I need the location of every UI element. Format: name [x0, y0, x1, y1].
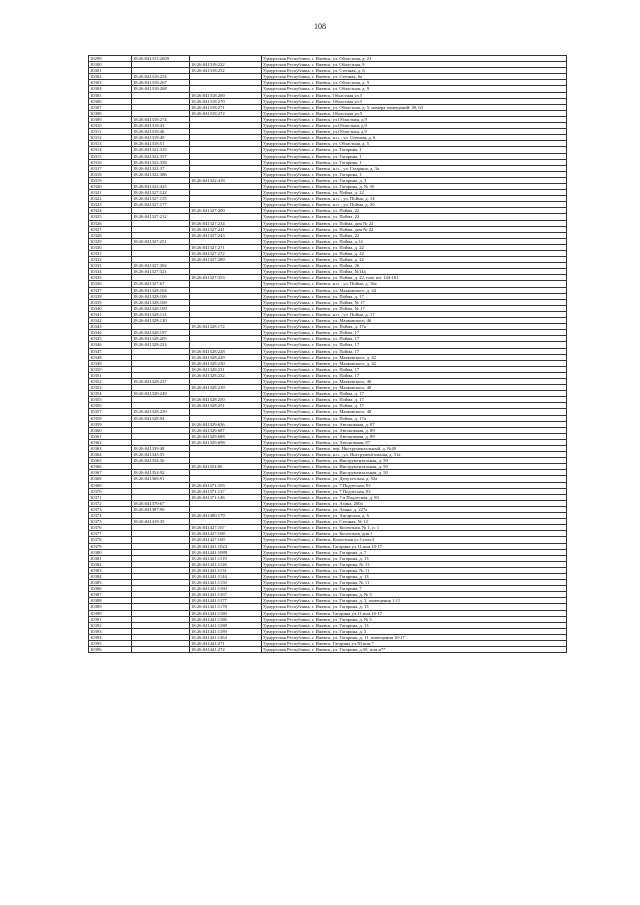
address-cell: Удмуртская Республика, г. Ижевск, ул. 7 Подлесная, 83 [262, 482, 567, 488]
row-number-cell: 10323 [89, 202, 132, 208]
address-cell: Удмуртская Республика, г. Ижевск, н.п. , ул. Пойма, д. 14 [262, 196, 567, 202]
address-cell: Удмуртская Республика, г. Ижевск, ул. Пойма, д. 22 [262, 190, 567, 196]
building-cadastral-cell: 18:26:041354:92 [132, 470, 190, 476]
premises-cadastral-cell: 18:26:041329:698 [190, 439, 262, 445]
row-number-cell: 10394 [89, 634, 132, 640]
premises-cadastral-cell: 18:26:041318:222 [190, 62, 262, 68]
address-cell: Удмуртская Республика, г. Ижевск, ул. Автономная, д. 89 [262, 433, 567, 439]
building-cadastral-cell: 18:26:041318:49 [132, 135, 190, 141]
building-cadastral-cell: 18:26:041328:114 [132, 311, 190, 317]
premises-cadastral-cell: 18:26:041441:1126 [190, 561, 262, 567]
premises-cadastral-cell: 18:26:041371:103 [190, 482, 262, 488]
building-cadastral-cell: 18:26:041318:268 [132, 86, 190, 92]
row-number-cell: 10372 [89, 500, 132, 506]
premises-cadastral-cell: 18:26:041329:687 [190, 427, 262, 433]
row-number-cell: 10357 [89, 409, 132, 415]
row-number-cell: 10328 [89, 232, 132, 238]
address-cell: Удмуртская Республика, г. Ижевск, Областная ул.5 [262, 98, 567, 104]
row-number-cell: 10389 [89, 604, 132, 610]
row-number-cell: 10329 [89, 238, 132, 244]
row-number-cell: 10354 [89, 391, 132, 397]
building-cadastral-cell: 18:26:041322:37 [132, 165, 190, 171]
building-cadastral-cell: 18:26:041315:2609 [132, 56, 190, 62]
address-cell: Удмуртская Республика, г. Ижевск, н.п. , ул. Пойма, д. 16а [262, 281, 567, 287]
row-number-cell: 10338 [89, 293, 132, 299]
address-cell: Удмуртская Республика, г. Ижевск, ул. Гагарина, д. 13 [262, 555, 567, 561]
premises-cadastral-cell: 18:26:041328:172 [190, 324, 262, 330]
building-cadastral-cell: 18:26:041387:90 [132, 506, 190, 512]
row-number-cell: 10375 [89, 519, 132, 525]
row-number-cell: 10370 [89, 488, 132, 494]
address-cell: Удмуртская Республика, г. Ижевск, ул. Гагарина, 1 [262, 153, 567, 159]
address-cell: Удмуртская Республика, г. Ижевск, ул. Пойма, д. 22, пом. нп. 144-161 [262, 275, 567, 281]
premises-cadastral-cell: 18:26:041441:1119 [190, 555, 262, 561]
address-cell: Удмуртская Республика, г. Ижевск, ул. Маяковского, 48 [262, 409, 567, 415]
address-cell: Удмуртская Республика, г. Ижевск, ул. Пойма, д. 17 [262, 391, 567, 397]
building-cadastral-cell: 18:26:041327:251 [132, 238, 190, 244]
premises-cadastral-cell: 18:26:041427:169 [190, 537, 262, 543]
address-cell: Удмуртская Республика, г. Ижевск, ул. Автономная, д. 89 [262, 427, 567, 433]
row-number-cell: 10335 [89, 275, 132, 281]
row-number-cell: 10378 [89, 537, 132, 543]
address-cell: Удмуртская Республика, г. Ижевск, ул. Маяковского, д. 44 [262, 287, 567, 293]
row-number-cell: 10342 [89, 318, 132, 324]
row-number-cell: 10308 [89, 110, 132, 116]
row-number-cell: 10343 [89, 324, 132, 330]
premises-cadastral-cell: 18:26:041322:418 [190, 177, 262, 183]
premises-cadastral-cell: 18:26:041318:270 [190, 98, 262, 104]
row-number-cell: 10346 [89, 342, 132, 348]
address-cell: Удмуртская Республика, г. Ижевск, ул. Областная, д. 5, номера помещений: 49, 63 [262, 104, 567, 110]
row-number-cell: 10304 [89, 86, 132, 92]
row-number-cell: 10356 [89, 403, 132, 409]
address-cell: Удмуртская Республика, г. Ижевск, ул. Гагарина, д. 7 [262, 549, 567, 555]
premises-cadastral-cell: 18:26:041441:1178 [190, 604, 262, 610]
row-number-cell: 10306 [89, 98, 132, 104]
address-cell: Удмуртская Республика, г. Ижевск, ул. Пойма, 17 [262, 366, 567, 372]
row-number-cell: 10349 [89, 360, 132, 366]
address-cell: Удмуртская Республика, г. Ижевск, ул. Гагарина, д. 3 [262, 177, 567, 183]
address-cell: Удмуртская Республика, г. Ижевск, ул. Пойма, д. 22 [262, 251, 567, 257]
building-cadastral-cell: 18:26:041328:259 [132, 409, 190, 415]
premises-cadastral-cell: 18:26:041328:231 [190, 366, 262, 372]
row-number-cell: 10302 [89, 74, 132, 80]
row-number-cell: 10371 [89, 494, 132, 500]
premises-cadastral-cell: 18:26:041329:636 [190, 421, 262, 427]
address-cell: Удмуртская Республика, г. Ижевск, ул. Гагарина, № 11 [262, 567, 567, 573]
address-cell: Удмуртская Республика, г. Ижевск, ул. Областная, 9 [262, 62, 567, 68]
row-number-cell: 10385 [89, 580, 132, 586]
row-number-cell: 10364 [89, 452, 132, 458]
address-cell: Удмуртская Республика, г. Ижевск, ул. Гагарина, д.50, пом.н** [262, 647, 567, 653]
building-cadastral-cell: 18:26:041327:177 [132, 202, 190, 208]
address-cell: Удмуртская Республика, г. Ижевск, ул. Пойма, № 17 [262, 305, 567, 311]
row-number-cell: 10362 [89, 439, 132, 445]
address-cell: Удмуртская Республика, г. Ижевск, Областная ул.5 [262, 110, 567, 116]
address-cell: Удмуртская Республика, г. Ижевск, Кооеотная ул.1,пом.3 [262, 537, 567, 543]
address-cell: Удмуртская Республика, г. Ижевск, ул. Кооеотная, дом 1 [262, 531, 567, 537]
building-cadastral-cell: 18:26:041328:224 [132, 342, 190, 348]
address-cell: Удмуртская Республика, г. Ижевск, ул. 7-я Подлесная, д. 83 [262, 494, 567, 500]
row-number-cell: 10325 [89, 214, 132, 220]
row-number-cell: 10333 [89, 263, 132, 269]
row-number-cell: 10314 [89, 147, 132, 153]
address-cell: Удмуртская Республика, г. Ижевск, ул. Инструментальная, д. 50 [262, 470, 567, 476]
row-number-cell: 10358 [89, 415, 132, 421]
row-number-cell: 10344 [89, 330, 132, 336]
row-number-cell: 10301 [89, 68, 132, 74]
row-number-cell: 10395 [89, 641, 132, 647]
address-cell: Удмуртская Республика, г. Ижевск, ул. Гагарина, д. 11, помещения 10-17 [262, 634, 567, 640]
row-number-cell: 10392 [89, 622, 132, 628]
building-cadastral-cell: 18:26:041327:212 [132, 214, 190, 220]
premises-cadastral-cell: 18:26:041327:234 [190, 220, 262, 226]
building-cadastral-cell: 18:26:041327:122 [132, 190, 190, 196]
building-cadastral-cell: 18:26:041322:425 [132, 183, 190, 189]
building-cadastral-cell: 18:26:041318:46 [132, 129, 190, 135]
address-cell: Удмуртская Республика, г. Ижевск, ул. Маяковского, д. 42 [262, 354, 567, 360]
page-number: 108 [314, 22, 326, 31]
building-cadastral-cell: 18:26:041322:335 [132, 147, 190, 153]
address-cell: Удмуртская Республика, г. Ижевск, ул. Пойма, дом № 22 [262, 220, 567, 226]
row-number-cell: 10341 [89, 311, 132, 317]
address-cell: Удмуртская Республика, г. Ижевск, ул. Пойма, № 17 [262, 299, 567, 305]
building-cadastral-cell: 18:26:041327:155 [132, 196, 190, 202]
address-cell: Удмуртская Республика, г. Ижевск, ул. Ангарская, д. 6 [262, 513, 567, 519]
building-cadastral-cell: 18:26:041328:205 [132, 336, 190, 342]
address-cell: Удмуртская Республика, г. Ижевск, ул. Гагарина, д. № 5 [262, 616, 567, 622]
row-number-cell: 10359 [89, 421, 132, 427]
row-number-cell: 10360 [89, 427, 132, 433]
row-number-cell: 10318 [89, 171, 132, 177]
premises-cadastral-cell: 18:26:041327:243 [190, 232, 262, 238]
row-number-cell: 10390 [89, 610, 132, 616]
row-number-cell: 10330 [89, 244, 132, 250]
row-number-cell: 10367 [89, 470, 132, 476]
address-cell: Удмуртская Республика, г. Ижевск, ул. Автономная, д. 87 [262, 421, 567, 427]
address-cell: Удмуртская Республика, г. Ижевск, н.п. , ул. Гагарина, д. 3а [262, 165, 567, 171]
address-cell: Удмуртская Республика, г. Ижевск, ул. Пойма, д. 17а [262, 324, 567, 330]
building-cadastral-cell: 18:26:041379:67 [132, 500, 190, 506]
row-number-cell: 10316 [89, 159, 132, 165]
row-number-cell: 10380 [89, 549, 132, 555]
premises-cadastral-cell: 18:26:041441:1160 [190, 586, 262, 592]
address-cell: Удмуртская Республика, г. Ижевск, ул. Инструментальная, д. 50 [262, 464, 567, 470]
address-cell: Удмуртская Республика, г. Ижевск, ул. Степная, № 12 [262, 519, 567, 525]
building-cadastral-cell: 18:26:041328:197 [132, 330, 190, 336]
building-cadastral-cell: 18:26:041354:36 [132, 458, 190, 464]
address-cell: Удмуртская Республика, г. Ижевск, ул. Гагарина, 1 [262, 159, 567, 165]
premises-cadastral-cell: 18:26:041328:250 [190, 397, 262, 403]
address-cell: Удмуртская Республика, г. Ижевск, ул. Гагарина, д. 5 [262, 628, 567, 634]
row-number-cell: 10340 [89, 305, 132, 311]
row-number-cell: 10345 [89, 336, 132, 342]
address-cell: Удмуртская Республика, г. Ижевск, ул. Пойма, 17 [262, 330, 567, 336]
address-cell: Удмуртская Республика, г. Ижевск, ул.Областная, д.9 [262, 129, 567, 135]
address-cell: Удмуртская Республика, г. Ижевск, ул. Маяковского, д. 42 [262, 360, 567, 366]
building-cadastral-cell: 18:26:041327:304 [132, 263, 190, 269]
row-number-cell: 10303 [89, 80, 132, 86]
address-cell: Удмуртская Республика, г. Ижевск, ул. Степная, д. 6 [262, 68, 567, 74]
row-number-cell: 10326 [89, 220, 132, 226]
address-cell: Удмуртская Республика, г. Ижевск, ул. Гагарина, 1 [262, 171, 567, 177]
row-number-cell: 10386 [89, 586, 132, 592]
address-cell: Удмуртская Республика, г. Ижевск, ул. Пойма, д. 17 [262, 293, 567, 299]
row-number-cell: 10387 [89, 592, 132, 598]
premises-cadastral-cell: 18:26:041328:229 [190, 354, 262, 360]
address-cell: Удмуртская Республика, г. Ижевск, ул. Областная, д. 9 [262, 86, 567, 92]
building-cadastral-cell: 18:26:041318:43 [132, 123, 190, 129]
row-number-cell: 10353 [89, 385, 132, 391]
address-cell: Удмуртская Республика, г. Ижевск, ул. Гагарина, № 11 [262, 580, 567, 586]
premises-cadastral-cell: 18:26:041427:168 [190, 531, 262, 537]
address-cell: Удмуртская Республика, г. Ижевск, ул. Пойма, д. 17 [262, 403, 567, 409]
premises-cadastral-cell: 18:26:041328:251 [190, 403, 262, 409]
row-number-cell: 10388 [89, 598, 132, 604]
address-cell: Удмуртская Республика, г. Ижевск, ул.Областная, д.9 [262, 123, 567, 129]
address-cell: Удмуртская Республика, г. Ижевск, ул. Областная, д. 5 [262, 141, 567, 147]
building-cadastral-cell: 18:26:041328:237 [132, 378, 190, 384]
premises-cadastral-cell: 18:26:041427:167 [190, 525, 262, 531]
table-row [89, 647, 567, 653]
address-cell: Удмуртская Республика, г. Ижевск, ул. Пойма, 22 [262, 208, 567, 214]
premises-cadastral-cell: 18:26:041328:228 [190, 348, 262, 354]
address-cell: Удмуртская Республика, г. Ижевск, ул. Гагарина, 1 [262, 147, 567, 153]
address-cell: Удмуртская Республика, г. Ижевск, ул. Гагарина, д. 13 [262, 573, 567, 579]
premises-cadastral-cell: 18:26:041329:688 [190, 433, 262, 439]
address-cell: Удмуртская Республика, г. Ижевск, ул. Маяковского, 46 [262, 378, 567, 384]
row-number-cell: 10309 [89, 116, 132, 122]
address-cell: Удмуртская Республика, г. Ижевск, Областная ул.5 [262, 92, 567, 98]
premises-cadastral-cell: 18:26:041328:239 [190, 385, 262, 391]
address-cell: Удмуртская Республика, г. Ижевск, ул. Кооеотная, № 1, п. 1 [262, 525, 567, 531]
address-cell: Удмуртская Республика, г. Ижевск, ул. Областная, д. 23 [262, 56, 567, 62]
row-number-cell: 10322 [89, 196, 132, 202]
row-number-cell: 10368 [89, 476, 132, 482]
address-cell: Удмуртская Республика, г. Ижевск, ул. Пойма, д. 22 [262, 244, 567, 250]
address-cell: Удмуртская Республика, г. Ижевск, ул. Пойма, д. 22 [262, 257, 567, 263]
address-cell: Удмуртская Республика, г. Ижевск, ул. Инструментальная, д. 50 [262, 458, 567, 464]
address-cell: Удмуртская Республика, г. Ижевск, ул. Гагарина, д. № 5 [262, 592, 567, 598]
building-cadastral-cell [132, 647, 190, 653]
row-number-cell: 10332 [89, 257, 132, 263]
building-cadastral-cell: 18:26:041318:51 [132, 141, 190, 147]
row-number-cell: 10383 [89, 567, 132, 573]
row-number-cell: 10361 [89, 433, 132, 439]
row-number-cell: 10307 [89, 104, 132, 110]
row-number-cell: 10384 [89, 573, 132, 579]
address-cell: Удмуртская Республика, г. Ижевск, ул. Пойма, д. 17 [262, 397, 567, 403]
row-number-cell: 10339 [89, 299, 132, 305]
row-number-cell: 10369 [89, 482, 132, 488]
row-number-cell: 10337 [89, 287, 132, 293]
building-cadastral-cell: 18:26:041327:321 [132, 269, 190, 275]
address-cell: Удмуртская Республика, г. Ижевск, ул. Пойма, 17 [262, 372, 567, 378]
row-number-cell: 10321 [89, 190, 132, 196]
row-number-cell: 10352 [89, 378, 132, 384]
premises-cadastral-cell: 18:26:041328:232 [190, 372, 262, 378]
address-cell: Удмуртская Республика, г. Ижевск, ул. Пойма, 22 [262, 232, 567, 238]
row-number-cell: 10311 [89, 129, 132, 135]
address-cell: Удмуртская Республика, г. Ижевск, ул. Пойма, 17 [262, 342, 567, 348]
premises-cadastral-cell: 18:26:041318:271 [190, 104, 262, 110]
building-cadastral-cell: 18:26:041322:357 [132, 153, 190, 159]
row-number-cell: 10331 [89, 251, 132, 257]
premises-cadastral-cell: 18:26:041400:179 [190, 513, 262, 519]
building-cadastral-cell: 18:26:041328:108 [132, 299, 190, 305]
premises-cadastral-cell: 18:26:041371:127 [190, 488, 262, 494]
premises-cadastral-cell: 18:26:041318:272 [190, 110, 262, 116]
premises-cadastral-cell: 18:26:041441:1131 [190, 567, 262, 573]
row-number-cell: 10351 [89, 372, 132, 378]
address-cell: Удмуртская Республика, г. Ижевск, ул. Гагарина, д. 5, помещения 1-11 [262, 598, 567, 604]
premises-cadastral-cell: 18:26:041441:1167 [190, 592, 262, 598]
row-number-cell: 10396 [89, 647, 132, 653]
row-number-cell: 10347 [89, 348, 132, 354]
address-cell: Удмуртская Республика, г. Ижевск, ул. Гагарина, д. 13 [262, 604, 567, 610]
building-cadastral-cell: 18:26:041328:120 [132, 318, 190, 324]
address-cell: Удмуртская Республика, г. Ижевск, ул. 7 Подлесная, 83 [262, 488, 567, 494]
row-number-cell: 10334 [89, 269, 132, 275]
address-cell: Удмуртская Республика, г. Ижевск, Гагарина ул.11,пом.10-17 [262, 543, 567, 549]
address-cell: Удмуртская Республика, г. Ижевск, н.п. , ул. Пойма, д. 17 [262, 311, 567, 317]
row-number-cell: 10310 [89, 123, 132, 129]
premises-cadastral-cell: 18:26:041441:1186 [190, 616, 262, 622]
row-number-cell: 10350 [89, 366, 132, 372]
premises-cadastral-cell: 18:26:041441:272 [190, 647, 262, 653]
row-number-cell: 10393 [89, 628, 132, 634]
address-cell: Удмуртская Республика, г. Ижевск, ул. Пойма, 26 [262, 263, 567, 269]
row-number-cell: 10382 [89, 561, 132, 567]
row-number-cell: 10377 [89, 531, 132, 537]
address-cell: Удмуртская Республика, г. Ижевск, ул. Гагарина, № 13 [262, 561, 567, 567]
building-cadastral-cell: 18:26:041328:249 [132, 391, 190, 397]
address-cell: Удмуртская Республика, г. Ижевск, ул. Гагарина, 7 [262, 586, 567, 592]
address-cell: Удмуртская Республика, г. Ижевск, ул. Пойма, 17 [262, 348, 567, 354]
row-number-cell: 10376 [89, 525, 132, 531]
address-cell: Удмуртская Республика, г. Ижевск, н.п. , ул. Пойма, д. 20 [262, 202, 567, 208]
address-cell: Удмуртская Республика, г. Ижевск, пер. Инструментальный, д. №48 [262, 446, 567, 452]
row-number-cell: 10379 [89, 543, 132, 549]
address-cell: Удмуртская Республика, г. Ижевск, ул. Пойма, 17 [262, 336, 567, 342]
address-cell: Удмуртская Республика, г. Ижевск, ул. Пойма, дом № 22 [262, 226, 567, 232]
address-cell: Удмуртская Республика, г. Ижевск, ул. Депутатская, д. 92а [262, 476, 567, 482]
premises-cadastral-cell: 18:26:041318:269 [190, 92, 262, 98]
register-table [88, 55, 567, 653]
premises-cadastral-cell: 18:26:041327:289 [190, 257, 262, 263]
premises-cadastral-cell: 18:26:041441:271 [190, 641, 262, 647]
premises-cadastral-cell: 18:26:041328:230 [190, 360, 262, 366]
row-number-cell: 10300 [89, 62, 132, 68]
premises-cadastral-cell: 18:26:041327:272 [190, 251, 262, 257]
address-cell: Удмуртская Республика, г. Ижевск, ул. Областная, д. 9 [262, 80, 567, 86]
building-cadastral-cell: 18:26:041368:91 [132, 476, 190, 482]
building-cadastral-cell: 18:26:041318:254 [132, 74, 190, 80]
row-number-cell: 10365 [89, 458, 132, 464]
row-number-cell: 10315 [89, 153, 132, 159]
building-cadastral-cell: 18:26:041328:106 [132, 293, 190, 299]
address-cell: Удмуртская Республика, г. Ижевск, ул. Степная, 6а [262, 74, 567, 80]
premises-cadastral-cell: 18:26:041441:1188 [190, 622, 262, 628]
row-number-cell: 10317 [89, 165, 132, 171]
address-cell: Удмуртская Республика, г. Ижевск, н.п. , ул. Степная, д. 6 [262, 135, 567, 141]
row-number-cell: 10313 [89, 141, 132, 147]
building-cadastral-cell: 18:26:041339:48 [132, 446, 190, 452]
row-number-cell: 10373 [89, 506, 132, 512]
premises-cadastral-cell: 18:26:041441:1023 [190, 543, 262, 549]
row-number-cell: 10391 [89, 616, 132, 622]
address-cell: Удмуртская Республика, г. Ижевск, ул. Гагарина, д. № 3б [262, 183, 567, 189]
row-number-cell: 10355 [89, 397, 132, 403]
address-cell: Удмуртская Республика, г. Ижевск, ул. Азина, д. 227а [262, 506, 567, 512]
address-cell: Удмуртская Республика, г. Ижевск, ул.Областная, д.9 [262, 116, 567, 122]
address-cell: Удмуртская Республика, г. Ижевск, ул. Пойма, 22 [262, 214, 567, 220]
premises-cadastral-cell: 18:26:041441:1262 [190, 634, 262, 640]
address-cell: Удмуртская Республика, г. Ижевск, Гагарина ул.50,пом.* [262, 641, 567, 647]
row-number-cell: 10312 [89, 135, 132, 141]
building-cadastral-cell: 18:26:041419:35 [132, 519, 190, 525]
premises-cadastral-cell: 18:26:041327:353 [190, 275, 262, 281]
address-cell: Удмуртская Республика, г. Ижевск, ул. Гагарина, д. 13 [262, 622, 567, 628]
address-cell: Удмуртская Республика, г. Ижевск, н.п. , ул. Инструментальная, д. 51а [262, 452, 567, 458]
building-cadastral-cell: 18:26:041318:274 [132, 116, 190, 122]
premises-cadastral-cell: 18:26:041441:1189 [190, 628, 262, 634]
row-number-cell: 10299 [89, 56, 132, 62]
building-cadastral-cell: 18:26:041322:358 [132, 159, 190, 165]
premises-cadastral-cell: 18:26:041441:1089 [190, 549, 262, 555]
premises-cadastral-cell: 18:26:041327:271 [190, 244, 262, 250]
premises-cadastral-cell: 18:26:041371:146 [190, 494, 262, 500]
row-number-cell: 10320 [89, 183, 132, 189]
premises-cadastral-cell: 18:26:041318:252 [190, 68, 262, 74]
premises-cadastral-cell: 18:26:041441:1144 [190, 573, 262, 579]
row-number-cell: 10374 [89, 513, 132, 519]
row-number-cell: 10305 [89, 92, 132, 98]
address-cell: Удмуртская Республика, г. Ижевск, ул. Маяковского, 46 [262, 318, 567, 324]
address-cell: Удмуртская Республика, г. Ижевск, ул. Пойма, д. 17а [262, 415, 567, 421]
building-cadastral-cell: 18:26:041328:104 [132, 287, 190, 293]
address-cell: Удмуртская Республика, г. Ижевск, ул. Маяковского, 48 [262, 385, 567, 391]
address-cell: Удмуртская Республика, г. Ижевск, Гагарина ул.11,пом.10-17 [262, 610, 567, 616]
row-number-cell: 10336 [89, 281, 132, 287]
building-cadastral-cell: 18:26:041327:67 [132, 281, 190, 287]
premises-cadastral-cell: 18:26:041441:1177 [190, 598, 262, 604]
row-number-cell: 10381 [89, 555, 132, 561]
address-cell: Удмуртская Республика, г. Ижевск, ул. Пойма, д.14 [262, 238, 567, 244]
premises-cadastral-cell: 18:26:041441:1150 [190, 580, 262, 586]
building-cadastral-cell: 18:26:041343:55 [132, 452, 190, 458]
row-number-cell: 10327 [89, 226, 132, 232]
building-cadastral-cell: 18:26:041328:109 [132, 305, 190, 311]
premises-cadastral-cell: 18:26:041327:200 [190, 208, 262, 214]
row-number-cell: 10324 [89, 208, 132, 214]
building-cadastral-cell: 18:26:041322:386 [132, 171, 190, 177]
address-cell: Удмуртская Республика, г. Ижевск, ул. Пойма, №14а [262, 269, 567, 275]
row-number-cell: 10319 [89, 177, 132, 183]
row-number-cell: 10363 [89, 446, 132, 452]
premises-cadastral-cell: 18:26:041354:80 [190, 464, 262, 470]
building-cadastral-cell: 18:26:041318:267 [132, 80, 190, 86]
row-number-cell: 10348 [89, 354, 132, 360]
building-cadastral-cell: 18:26:041328:94 [132, 415, 190, 421]
premises-cadastral-cell: 18:26:041441:1180 [190, 610, 262, 616]
row-number-cell: 10366 [89, 464, 132, 470]
address-cell: Удмуртская Республика, г. Ижевск, ул. Азина, 200а [262, 500, 567, 506]
address-cell: Удмуртская Республика, г. Ижевск, ул. Автономная, 87 [262, 439, 567, 445]
premises-cadastral-cell: 18:26:041327:241 [190, 226, 262, 232]
